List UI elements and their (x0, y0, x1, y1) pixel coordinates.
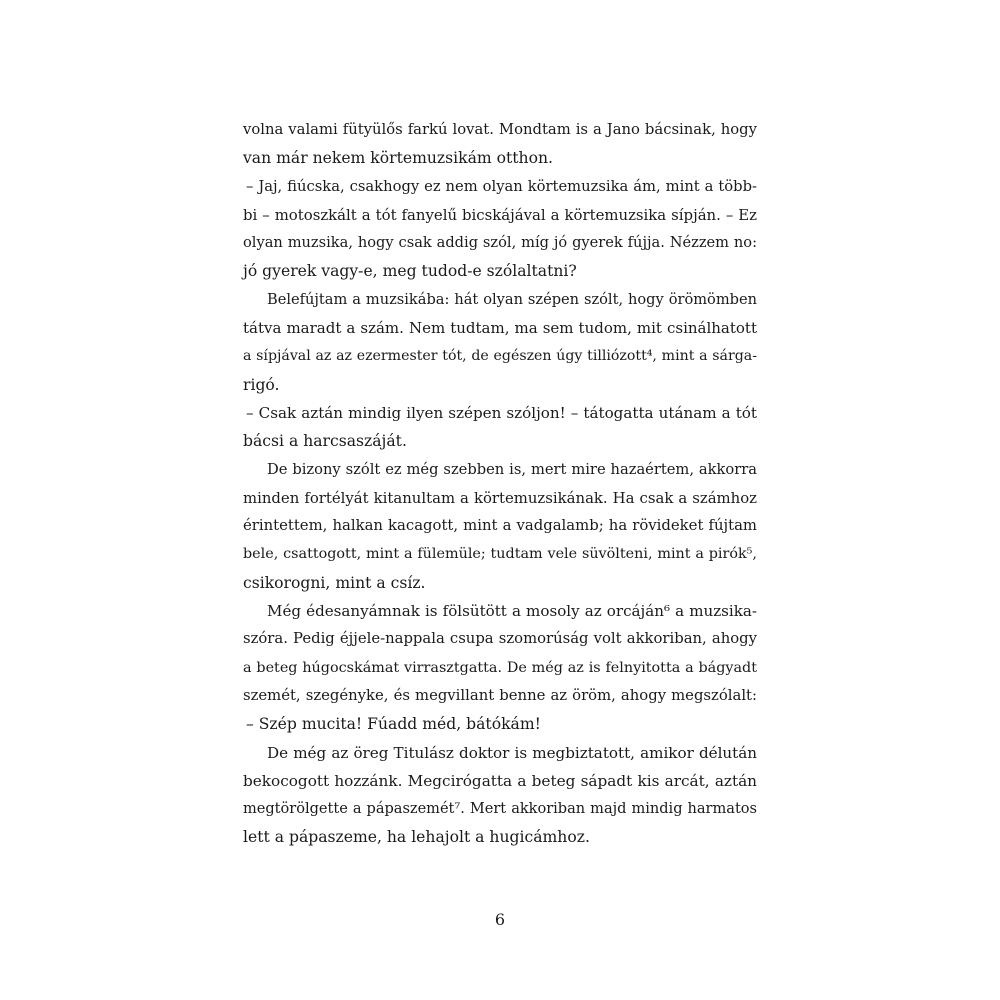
text-line: olyan muzsika, hogy csak addig szól, míg jó gyerek fújja. Nézzem no: (243, 234, 757, 252)
text-line: – Szép mucita! Fúadd méd, bátókám! (246, 715, 541, 734)
text-line: Még édesanyámnak is fölsütött a mosoly az orcáján⁶ a muzsika- (267, 602, 757, 621)
text-line: bi – motoszkált a tót fanyelű bicskájával a körtemuzsika sípján. – Ez (243, 205, 757, 224)
text-line: szemét, szegényke, és megvillant benne az öröm, ahogy megszólalt: (243, 686, 757, 704)
text-line: volna valami fütyülős farkú lovat. Mondtam is a Jano bácsinak, hogy (243, 121, 757, 138)
text-line: tátva maradt a szám. Nem tudtam, ma sem tudom, mit csinálhatott (243, 319, 757, 338)
text-line: rigó. (243, 375, 280, 394)
text-line: De bizony szólt ez még szebben is, mert mire hazaértem, akkorra (267, 460, 757, 478)
text-line: Belefújtam a muzsikába: hát olyan szépen szólt, hogy örömömben (267, 290, 757, 308)
text-line: a beteg húgocskámat virrasztgatta. De még az is felnyitotta a bágyadt (243, 659, 757, 676)
text-line: De még az öreg Titulász doktor is megbiztatott, amikor délután (267, 743, 757, 762)
text-line: a sípjával az az ezermester tót, de egészen úgy tilliózott⁴, mint a sárga- (243, 348, 757, 365)
text-line: bele, csattogott, mint a fülemüle; tudtam vele süvölteni, mint a pirók⁵, (243, 546, 757, 563)
text-line: csikorogni, mint a csíz. (243, 573, 426, 592)
page-number: 6 (494, 910, 506, 929)
text-line: van már nekem körtemuzsikám otthon. (243, 149, 553, 168)
page-body (243, 116, 757, 852)
text-line: érintettem, halkan kacagott, mint a vadgalamb; ha rövideket fújtam (243, 517, 757, 535)
text-line: minden fortélyát kitanultam a körtemuzsikának. Ha csak a számhoz (243, 488, 757, 507)
text-line: jó gyerek vagy-e, meg tudod-e szólaltatni? (243, 262, 577, 281)
text-line: bácsi a harcsaszáját. (243, 432, 407, 451)
text-line: – Csak aztán mindig ilyen szépen szóljon! – tátogatta utánam a tót (246, 403, 757, 422)
text-line: bekocogott hozzánk. Megcirógatta a beteg sápadt kis arcát, aztán (243, 771, 757, 790)
text-line: lett a pápaszeme, ha lehajolt a hugicámhoz. (243, 828, 590, 847)
text-line: – Jaj, fiúcska, csakhogy ez nem olyan körtemuzsika ám, mint a több- (246, 177, 757, 195)
text-line: szóra. Pedig éjjele-nappala csupa szomorúság volt akkoriban, ahogy (243, 630, 757, 648)
text-line: megtörölgette a pápaszemét⁷. Mert akkoriban majd mindig harmatos (243, 801, 757, 818)
